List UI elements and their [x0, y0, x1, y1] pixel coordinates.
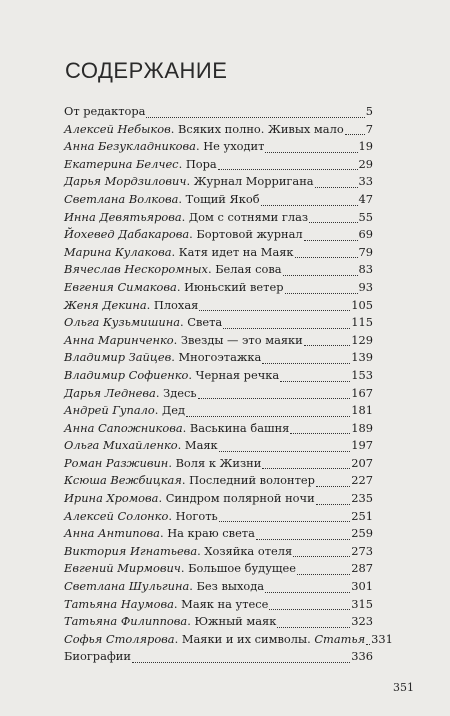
- toc-author: Роман Разживин: [64, 455, 169, 470]
- toc-page-number: 83: [358, 262, 373, 277]
- dot-leader: [293, 551, 350, 557]
- toc-page-number: 251: [351, 508, 373, 523]
- toc-author: Инна Девятьярова: [64, 209, 182, 224]
- toc-author: Татьяна Наумова: [64, 596, 174, 611]
- toc-entry-title: [64, 156, 217, 174]
- toc-entry: [64, 613, 373, 631]
- toc-page-number: 153: [351, 367, 373, 382]
- dot-leader: [262, 463, 350, 469]
- toc-page-number: 115: [351, 315, 373, 330]
- toc-author: Светлана Шульгина: [64, 579, 190, 594]
- toc-separator: .: [173, 596, 182, 611]
- toc-separator: .: [181, 473, 190, 488]
- toc-work-title: Белая сова: [215, 262, 282, 277]
- toc-entry: [64, 472, 373, 490]
- toc-page-number: 5: [365, 104, 373, 118]
- toc-entry-title: [64, 508, 218, 526]
- dot-leader: [277, 622, 350, 628]
- toc-separator: .: [195, 139, 204, 154]
- toc-author: Алексей Небыков: [64, 121, 171, 136]
- toc-entry-title: [64, 437, 218, 455]
- toc-separator: .: [188, 367, 196, 382]
- toc-entry-title: [64, 314, 222, 332]
- toc-author: Владимир Зайцев: [64, 350, 172, 365]
- toc-author: Дарья Леднева: [64, 385, 156, 400]
- toc-separator: .: [187, 614, 195, 629]
- toc-entry: [64, 244, 373, 262]
- toc-page-number: 7: [365, 121, 373, 136]
- toc-genre-note: Статья: [314, 631, 366, 646]
- toc-entry-title: [64, 138, 264, 156]
- toc-author: Дарья Мордзилович: [64, 174, 187, 189]
- toc-author: Андрей Гупало: [64, 403, 155, 418]
- dot-leader: [219, 516, 351, 522]
- toc-entry: [64, 173, 373, 191]
- toc-separator: .: [146, 297, 154, 312]
- toc-work-title: Маяк на утесе: [181, 596, 269, 611]
- toc-entry-title: [64, 332, 303, 350]
- toc-work-title: Маяк: [184, 438, 218, 453]
- toc-page-number: 19: [358, 139, 373, 154]
- toc-separator: .: [154, 403, 162, 418]
- toc-entry: [64, 631, 393, 649]
- toc-separator: .: [197, 543, 205, 558]
- toc-separator: .: [176, 279, 185, 294]
- toc-entry: [64, 578, 373, 596]
- toc-page-number: 33: [358, 174, 373, 189]
- toc-page-number: 336: [351, 649, 373, 664]
- toc-entry: [64, 332, 373, 350]
- page-number: 351: [393, 681, 414, 694]
- toc-entry: [64, 367, 373, 385]
- dot-leader: [283, 270, 358, 276]
- page-title: СОДЕРЖАНИЕ: [65, 58, 228, 83]
- toc-separator: .: [178, 156, 186, 171]
- dot-leader: [297, 569, 350, 575]
- toc-author: Алексей Солонко: [64, 508, 169, 523]
- toc-entry: [64, 314, 373, 332]
- toc-entry: [64, 596, 373, 614]
- toc-work-title: Черная речка: [195, 367, 280, 382]
- toc-page-number: 207: [351, 455, 373, 470]
- toc-work-title: Последний волонтер: [189, 473, 315, 488]
- toc-work-title: Плохая: [153, 297, 199, 312]
- toc-work-title: Без выхода: [196, 579, 265, 594]
- toc-separator: .: [158, 491, 166, 506]
- toc-page-number: 55: [358, 209, 373, 224]
- toc-entry-title: [64, 613, 276, 631]
- toc-work-title: Многоэтажка: [178, 350, 262, 365]
- dot-leader: [309, 217, 357, 223]
- toc-page-number: 287: [351, 561, 373, 576]
- toc-page-number: 315: [351, 596, 373, 611]
- toc-entry: [64, 560, 373, 578]
- toc-work-title: Катя идет на Маяк: [178, 244, 294, 259]
- toc-work-title: Синдром полярной ночи: [165, 491, 315, 506]
- toc-separator: .: [180, 561, 189, 576]
- toc-entry: [64, 261, 373, 279]
- toc-author: Ольга Михайленко: [64, 438, 178, 453]
- toc-separator: .: [180, 315, 188, 330]
- toc-work-title: Июньский ветер: [184, 279, 284, 294]
- dot-leader: [186, 411, 350, 417]
- toc-entry: [64, 138, 373, 156]
- toc-page-number: 69: [358, 227, 373, 242]
- toc-author: Владимир Софиенко: [64, 367, 189, 382]
- toc-work-title: Света: [187, 315, 223, 330]
- toc-entry: [64, 420, 373, 438]
- dot-leader: [295, 252, 358, 258]
- toc-entry-title: [64, 420, 289, 438]
- toc-separator: .: [181, 209, 189, 224]
- dot-leader: [304, 340, 350, 346]
- toc-page-number: 331: [371, 631, 393, 646]
- toc-author: Анна Безукладникова: [64, 139, 196, 154]
- toc-separator: .: [171, 350, 179, 365]
- toc-entry-title: [64, 349, 261, 367]
- dot-leader: [261, 200, 358, 206]
- toc-entry-title: [64, 191, 260, 209]
- toc-entry: [64, 121, 373, 139]
- toc-work-title: Воля к Жизни: [175, 455, 262, 470]
- toc-page-number: 227: [351, 473, 373, 488]
- toc-entry-title: [64, 226, 303, 244]
- dot-leader: [219, 446, 351, 452]
- toc-entry-title: [64, 648, 131, 666]
- dot-leader: [315, 182, 358, 188]
- dot-leader: [132, 657, 350, 663]
- toc-entry: [64, 648, 373, 666]
- toc-separator: .: [168, 508, 176, 523]
- toc-work-title: Васькина башня: [189, 420, 290, 435]
- toc-work-title: Тощий Якоб: [185, 191, 260, 206]
- toc-separator: .: [155, 385, 164, 400]
- dot-leader: [198, 393, 351, 399]
- toc-page-number: 47: [358, 191, 373, 206]
- toc-author: Ирина Хромова: [64, 491, 159, 506]
- toc-work-title: Пора: [185, 156, 217, 171]
- toc-author: Виктория Игнатьева: [64, 543, 198, 558]
- toc-entry-title: [64, 631, 365, 649]
- toc-author: Екатерина Белчес: [64, 156, 179, 171]
- toc-separator: .: [186, 174, 194, 189]
- toc-page-number: 323: [351, 614, 373, 629]
- toc-entry: [64, 209, 373, 227]
- toc-author: Татьяна Филиппова: [64, 614, 188, 629]
- dot-leader: [269, 604, 350, 610]
- toc-separator: .: [189, 227, 197, 242]
- toc-entry: [64, 279, 373, 297]
- table-of-contents: [64, 103, 393, 666]
- toc-entry: [64, 103, 373, 121]
- toc-author: Анна Сапожникова: [64, 420, 183, 435]
- toc-work-title: Хозяйка отеля: [204, 543, 293, 558]
- toc-entry: [64, 508, 373, 526]
- toc-author: Йохевед Дабакарова: [64, 227, 190, 242]
- toc-page-number: 139: [351, 350, 373, 365]
- dot-leader: [345, 129, 365, 135]
- toc-author: Евгения Симакова: [64, 279, 177, 294]
- toc-work-title: Ноготь: [175, 508, 218, 523]
- toc-entry-title: [64, 209, 308, 227]
- toc-separator: .: [182, 420, 190, 435]
- toc-separator: .: [170, 121, 178, 136]
- toc-author: Анна Маринченко: [64, 332, 174, 347]
- toc-page-number: 79: [358, 244, 373, 259]
- toc-entry-title: [64, 525, 255, 543]
- toc-separator: .: [171, 244, 179, 259]
- toc-entry-title: [64, 490, 315, 508]
- toc-author: Софья Столярова: [64, 631, 175, 646]
- dot-leader: [262, 358, 350, 364]
- toc-work-title: Маяки и их символы.: [181, 631, 315, 646]
- toc-entry: [64, 525, 373, 543]
- toc-author: Анна Антипова: [64, 526, 160, 541]
- dot-leader: [199, 305, 350, 311]
- toc-work-title: Не уходит: [203, 139, 265, 154]
- toc-entry-title: [64, 103, 145, 121]
- dot-leader: [265, 147, 357, 153]
- dot-leader: [218, 164, 358, 170]
- toc-entry: [64, 543, 373, 561]
- toc-author: Вячеслав Нескоромных: [64, 262, 208, 277]
- toc-author: Женя Декина: [64, 297, 147, 312]
- toc-entry-title: [64, 543, 292, 561]
- toc-entry: [64, 490, 373, 508]
- toc-author: Светлана Волкова: [64, 191, 179, 206]
- toc-separator: .: [178, 191, 186, 206]
- toc-author: Ольга Кузьмишина: [64, 315, 180, 330]
- toc-entry-title: [64, 244, 294, 262]
- dot-leader: [146, 112, 364, 118]
- toc-work-title: От редактора: [64, 104, 146, 118]
- toc-author: Евгений Мирмович: [64, 561, 181, 576]
- toc-separator: .: [189, 579, 197, 594]
- toc-author: Ксюша Вежбицкая: [64, 473, 182, 488]
- toc-entry-title: [64, 279, 284, 297]
- dot-leader: [256, 534, 350, 540]
- toc-page-number: 259: [351, 526, 373, 541]
- toc-entry-title: [64, 455, 261, 473]
- toc-author: Марина Кулакова: [64, 244, 172, 259]
- toc-page-number: 235: [351, 491, 373, 506]
- toc-entry-title: [64, 173, 314, 191]
- toc-separator: .: [174, 631, 182, 646]
- toc-entry: [64, 297, 373, 315]
- toc-page-number: 273: [351, 543, 373, 558]
- toc-separator: .: [168, 455, 176, 470]
- toc-entry-title: [64, 596, 268, 614]
- toc-work-title: Биографии: [64, 649, 131, 664]
- toc-work-title: Звезды — это маяки: [180, 332, 303, 347]
- toc-page-number: 189: [351, 420, 373, 435]
- toc-page-number: 29: [358, 156, 373, 171]
- dot-leader: [223, 323, 350, 329]
- toc-entry: [64, 385, 373, 403]
- toc-page-number: 181: [351, 403, 373, 418]
- toc-entry: [64, 455, 373, 473]
- toc-entry-title: [64, 385, 197, 403]
- toc-page-number: 105: [351, 297, 373, 312]
- toc-work-title: Большое будущее: [188, 561, 296, 576]
- toc-separator: .: [177, 438, 185, 453]
- toc-work-title: Журнал Морригана: [193, 174, 314, 189]
- toc-separator: .: [159, 526, 168, 541]
- toc-entry: [64, 402, 373, 420]
- dot-leader: [304, 235, 358, 241]
- toc-entry: [64, 226, 373, 244]
- toc-page-number: 197: [351, 438, 373, 453]
- dot-leader: [316, 499, 351, 505]
- toc-entry-title: [64, 121, 344, 139]
- toc-page-number: 93: [358, 279, 373, 294]
- toc-separator: .: [207, 262, 216, 277]
- toc-entry: [64, 156, 373, 174]
- toc-entry-title: [64, 402, 185, 420]
- dot-leader: [366, 639, 370, 645]
- toc-page-number: 167: [351, 385, 373, 400]
- toc-work-title: Дед: [161, 403, 185, 418]
- toc-entry: [64, 191, 373, 209]
- dot-leader: [290, 428, 350, 434]
- toc-page-number: 129: [351, 332, 373, 347]
- toc-work-title: На краю света: [167, 526, 255, 541]
- toc-entry-title: [64, 472, 315, 490]
- dot-leader: [285, 288, 358, 294]
- toc-work-title: Бортовой журнал: [196, 227, 303, 242]
- toc-work-title: Дом с сотнями глаз: [188, 209, 309, 224]
- toc-work-title: Всяких полно. Живых мало: [177, 121, 344, 136]
- toc-page-number: 301: [351, 579, 373, 594]
- toc-separator: .: [173, 332, 181, 347]
- toc-entry: [64, 437, 373, 455]
- toc-work-title: Здесь: [163, 385, 197, 400]
- toc-work-title: Южный маяк: [194, 614, 277, 629]
- toc-entry-title: [64, 297, 198, 315]
- toc-entry: [64, 349, 373, 367]
- toc-entry-title: [64, 578, 264, 596]
- toc-entry-title: [64, 261, 282, 279]
- dot-leader: [280, 376, 350, 382]
- toc-entry-title: [64, 367, 279, 385]
- toc-entry-title: [64, 560, 296, 578]
- dot-leader: [265, 587, 350, 593]
- dot-leader: [316, 481, 350, 487]
